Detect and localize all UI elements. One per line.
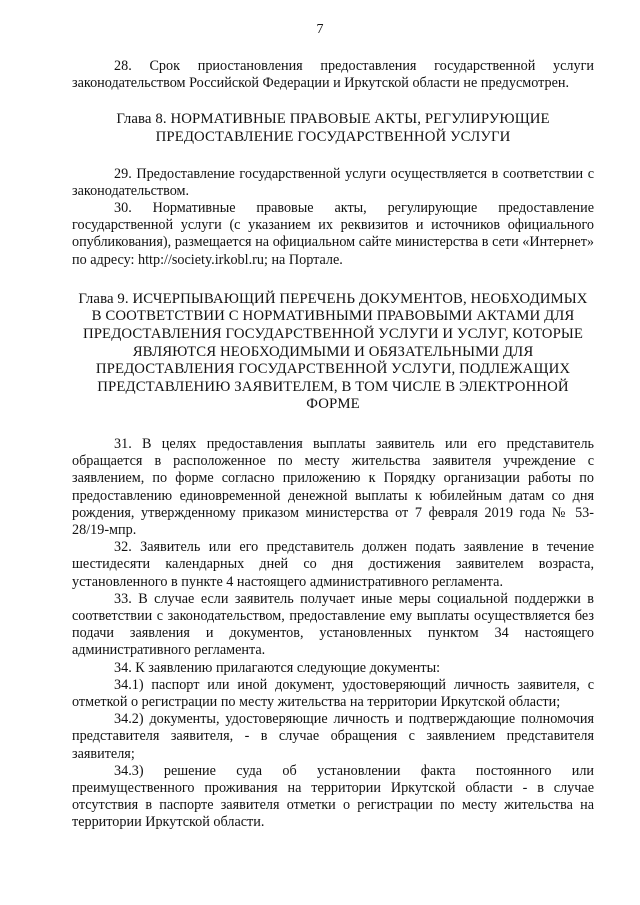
- page-number: 7: [316, 22, 324, 37]
- document-body: [72, 58, 594, 832]
- spacer: [72, 414, 594, 436]
- paragraph-34-3: 34.3) решение суда об установлении факта постоянного или преимущественного проживания на территории Иркутской области - в случае отсутствия в паспорте заявителя отметки о регистрации по месту жительства на территории Иркутской области.: [72, 762, 594, 831]
- paragraph-30: 30. Нормативные правовые акты, регулирующие предоставление государственной услуги (с указанием их реквизитов и источников официального опубликования), размещается на официальном сайте министерства в сети «Интернет» по адресу: http://society.irkobl.ru; на Портале.: [72, 200, 594, 268]
- paragraph-34-2: 34.2) документы, удостоверяющие личность и подтверждающие полномочия представителя заявителя, - в случае обращения с заявлением представителя заявителя;: [72, 711, 594, 762]
- paragraph-33: 33. В случае если заявитель получает иные меры социальной поддержки в соответствии с законодательством, предоставление ему выплаты осуществляется без подачи заявления и документов, установленных пунктом 34 настоящего административного регламента.: [72, 590, 594, 659]
- paragraph-28: 28. Срок приостановления предоставления государственной услуги законодательством Российской Федерации и Иркутской области не предусмотрен.: [72, 58, 594, 92]
- paragraph-34: 34. К заявлению прилагаются следующие документы:: [114, 659, 441, 676]
- paragraph-34-1: 34.1) паспорт или иной документ, удостоверяющий личность заявителя, с отметкой о регистрации по месту жительства на территории Иркутской области;: [72, 676, 594, 711]
- spacer: [72, 147, 594, 166]
- paragraph-32: 32. Заявитель или его представитель должен подать заявление в течение шестидесяти календарных дней со дня достижения заявителем возраста, установленного в пункте 4 настоящего административного регламента.: [72, 539, 594, 590]
- paragraph-31: 31. В целях предоставления выплаты заявитель или его представитель обращается в расположенное по месту жительства заявителя учреждение с заявлением, по форме согласно приложению к Порядку организации работы по предоставлению единовременной денежной выплаты к юбилейным датам со дня рождения, утвержденному приказом министерства от 7 февраля 2019 года № 53-28/19-мпр.: [72, 435, 594, 538]
- spacer: [72, 269, 594, 291]
- chapter-9-heading: Глава 9. ИСЧЕРПЫВАЮЩИЙ ПЕРЕЧЕНЬ ДОКУМЕНТОВ, НЕОБХОДИМЫХ В СООТВЕТСТВИИ С НОРМАТИВНЫМИ ПРАВОВЫМИ АКТАМИ ДЛЯ ПРЕДОСТАВЛЕНИЯ ГОСУДАРСТВЕННОЙ УСЛУГИ И УСЛУГ, КОТОРЫЕ ЯВЛЯЮТСЯ НЕОБХОДИМЫМИ И ОБЯЗАТЕЛЬНЫМИ ДЛЯ ПРЕДОСТАВЛЕНИЯ ГОСУДАРСТВЕННОЙ УСЛУГИ, ПОДЛЕЖАЩИХ ПРЕДСТАВЛЕНИЮ ЗАЯВИТЕЛЕМ, В ТОМ ЧИСЛЕ В ЭЛЕКТРОННОЙ ФОРМЕ: [78, 290, 588, 413]
- paragraph-29: 29. Предоставление государственной услуги осуществляется в соответствии с законодательством.: [72, 165, 594, 199]
- spacer: [72, 92, 594, 111]
- chapter-8-heading: Глава 8. НОРМАТИВНЫЕ ПРАВОВЫЕ АКТЫ, РЕГУЛИРУЮЩИЕ ПРЕДОСТАВЛЕНИЕ ГОСУДАРСТВЕННОЙ УСЛУГИ: [116, 111, 550, 145]
